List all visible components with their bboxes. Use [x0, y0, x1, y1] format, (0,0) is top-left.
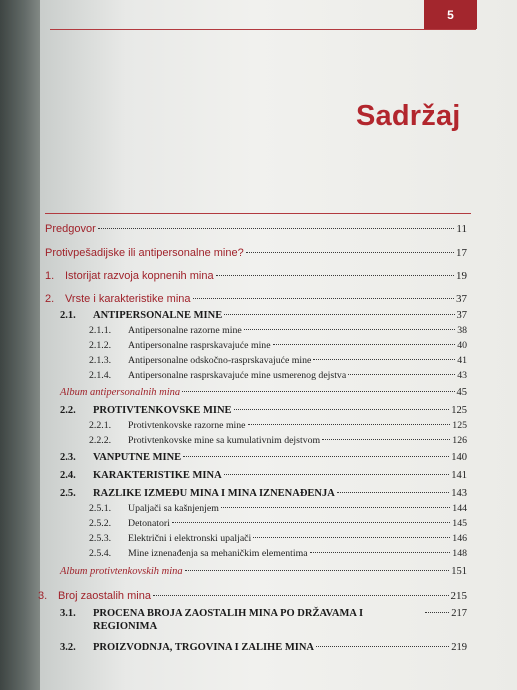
toc-entry-predgovor[interactable] — [45, 223, 467, 235]
toc-entry-label: Antipersonalne rasprskavajuće mine — [128, 340, 271, 351]
toc-entry-page: 45 — [456, 387, 467, 398]
page-title: Sadržaj — [356, 100, 461, 132]
toc-entry-page: 41 — [457, 355, 467, 366]
toc-entry-3-2[interactable] — [60, 642, 467, 653]
leader-dots — [248, 423, 451, 425]
toc-entry-label: PROCENA BROJA ZAOSTALIH MINA PO DRŽAVAMA I REGIONIMA — [93, 608, 364, 632]
toc-entry-label: Protivtenkovske mine sa kumulativnim dejstvom — [128, 435, 321, 446]
toc-entry-number: 2.5. — [60, 488, 76, 499]
toc-entry-2-5[interactable] — [60, 488, 467, 499]
leader-dots — [348, 373, 455, 375]
toc-entry-label: Detonatori — [128, 518, 170, 529]
toc-entry-label: Električni i elektronski upaljači — [128, 533, 252, 544]
leader-dots — [253, 536, 450, 538]
leader-dots — [224, 473, 450, 475]
toc-entry-number: 2.1.4. — [89, 370, 112, 381]
toc-entry-label: PROIZVODNJA, TRGOVINA I ZALIHE MINA — [93, 642, 314, 653]
toc-entry-page: 151 — [451, 566, 467, 577]
toc-entry-page: 37 — [456, 310, 467, 321]
toc-entry-2-4[interactable] — [60, 470, 467, 481]
toc-entry-number: 2.2.1. — [89, 420, 112, 431]
leader-dots — [185, 569, 450, 571]
leader-dots — [273, 343, 456, 345]
toc-entry-number: 3. — [38, 590, 48, 602]
toc-entry-number: 2.1.1. — [89, 325, 112, 336]
toc-entry-album-protivtenkovskih[interactable] — [60, 566, 467, 577]
leader-dots — [216, 274, 454, 276]
toc-entry-2-3[interactable] — [60, 452, 467, 463]
leader-dots — [313, 358, 455, 360]
toc-entry-page: 19 — [456, 270, 467, 282]
toc-entry-label: Antipersonalne razorne mine — [128, 325, 242, 336]
leader-dots — [337, 491, 449, 493]
toc-entry-3-1[interactable] — [60, 607, 467, 633]
leader-dots — [316, 645, 449, 647]
toc-entry-number: 2.3. — [60, 452, 76, 463]
toc-entry-label: Album antipersonalnih mina — [60, 387, 181, 398]
leader-dots — [224, 313, 454, 315]
leader-dots — [183, 455, 449, 457]
toc-entry-number: 2.5.2. — [89, 518, 112, 529]
leader-dots — [246, 251, 454, 253]
toc-entry-label: Album protivtenkovskih mina — [60, 566, 183, 577]
toc-entry-2-2-1[interactable] — [89, 420, 467, 431]
book-binding-shadow — [0, 0, 44, 690]
toc-entry-label: Predgovor — [45, 223, 96, 235]
toc-entry-page: 140 — [451, 452, 467, 463]
toc-entry-page: 144 — [452, 503, 467, 514]
toc-entry-number: 2.1.2. — [89, 340, 112, 351]
toc-entry-label: Upaljači sa kašnjenjem — [128, 503, 219, 514]
leader-dots — [98, 227, 455, 229]
toc-entry-chapter-1[interactable] — [45, 270, 467, 282]
toc-entry-label: Antipersonalne rasprskavajuće mine usmerenog dejstva — [128, 370, 347, 381]
toc-entry-label: Protivtenkovske razorne mine — [128, 420, 246, 431]
toc-entry-number: 2.5.4. — [89, 548, 112, 559]
toc-entry-page: 40 — [457, 340, 467, 351]
toc-entry-2-5-3[interactable] — [89, 533, 467, 544]
leader-dots — [244, 328, 455, 330]
toc-entry-page: 143 — [451, 488, 467, 499]
toc-entry-number: 2.2.2. — [89, 435, 112, 446]
toc-entry-2-5-1[interactable] — [89, 503, 467, 514]
toc-entry-page: 38 — [457, 325, 467, 336]
toc-entry-2-2[interactable] — [60, 405, 467, 416]
toc-entry-page: 219 — [451, 642, 467, 653]
leader-dots — [221, 506, 450, 508]
leader-dots — [310, 551, 451, 553]
toc-entry-label: Antipersonalne odskočno-rasprskavajuće mine — [128, 355, 312, 366]
toc-entry-2-1-2[interactable] — [89, 340, 467, 351]
toc-entry-number: 3.2. — [60, 642, 76, 653]
toc-entry-page: 17 — [456, 247, 467, 259]
toc-entry-number: 2.4. — [60, 470, 76, 481]
toc-entry-label: KARAKTERISTIKE MINA — [93, 470, 222, 481]
toc-entry-label: Broj zaostalih mina — [58, 590, 151, 602]
toc-entry-number: 2.5.3. — [89, 533, 112, 544]
toc-entry-2-1-1[interactable] — [89, 325, 467, 336]
toc-entry-page: 126 — [452, 435, 467, 446]
toc-entry-2-5-2[interactable] — [89, 518, 467, 529]
toc-entry-label: ANTIPERSONALNE MINE — [93, 310, 223, 321]
toc-entry-label: Vrste i karakteristike mina — [65, 293, 191, 305]
toc-entry-number: 3.1. — [60, 608, 76, 619]
toc-entry-number: 2.1.3. — [89, 355, 112, 366]
toc-entry-protivpesadijske[interactable] — [45, 247, 467, 259]
toc-entry-page: 125 — [452, 420, 467, 431]
toc-entry-label: VANPUTNE MINE — [93, 452, 182, 463]
toc-entry-2-1[interactable] — [60, 310, 467, 321]
toc-entry-2-5-4[interactable] — [89, 548, 467, 559]
toc-entry-page: 141 — [451, 470, 467, 481]
toc-entry-number: 2.1. — [60, 310, 76, 321]
toc-entry-page: 148 — [452, 548, 467, 559]
toc-entry-number: 1. — [45, 270, 55, 282]
toc-entry-label: RAZLIKE IZMEĐU MINA I MINA IZNENAĐENJA — [93, 488, 335, 499]
toc-entry-label: Istorijat razvoja kopnenih mina — [65, 270, 214, 282]
leader-dots — [153, 594, 449, 596]
toc-entry-album-antipersonalnih[interactable] — [60, 387, 467, 398]
toc-entry-chapter-2[interactable] — [45, 293, 467, 305]
toc-entry-page: 11 — [456, 223, 467, 235]
leader-dots — [425, 611, 449, 613]
leader-dots — [182, 390, 454, 392]
leader-dots — [234, 408, 450, 410]
table-of-contents — [40, 0, 517, 690]
toc-entry-page: 146 — [452, 533, 467, 544]
page-number: 5 — [424, 0, 477, 29]
toc-entry-number: 2.5.1. — [89, 503, 112, 514]
toc-entry-page: 37 — [456, 293, 467, 305]
toc-entry-page: 217 — [451, 608, 467, 619]
toc-entry-2-1-3[interactable] — [89, 355, 467, 366]
toc-entry-page: 145 — [452, 518, 467, 529]
toc-entry-label: PROTIVTENKOVSKE MINE — [93, 405, 232, 416]
leader-dots — [322, 438, 450, 440]
toc-entry-number: 2. — [45, 293, 55, 305]
toc-entry-label: Mine iznenađenja sa mehaničkim elementima — [128, 548, 308, 559]
toc-entry-page: 125 — [451, 405, 467, 416]
leader-dots — [193, 297, 454, 299]
toc-entry-page: 43 — [457, 370, 467, 381]
leader-dots — [172, 521, 450, 523]
toc-entry-label: Protivpešadijske ili antipersonalne mine? — [45, 247, 244, 259]
toc-entry-2-1-4[interactable] — [89, 370, 467, 381]
toc-entry-number: 2.2. — [60, 405, 76, 416]
toc-entry-2-2-2[interactable] — [89, 435, 467, 446]
book-page — [40, 0, 517, 690]
toc-entry-chapter-3[interactable] — [38, 590, 467, 602]
toc-entry-page: 215 — [450, 590, 467, 602]
